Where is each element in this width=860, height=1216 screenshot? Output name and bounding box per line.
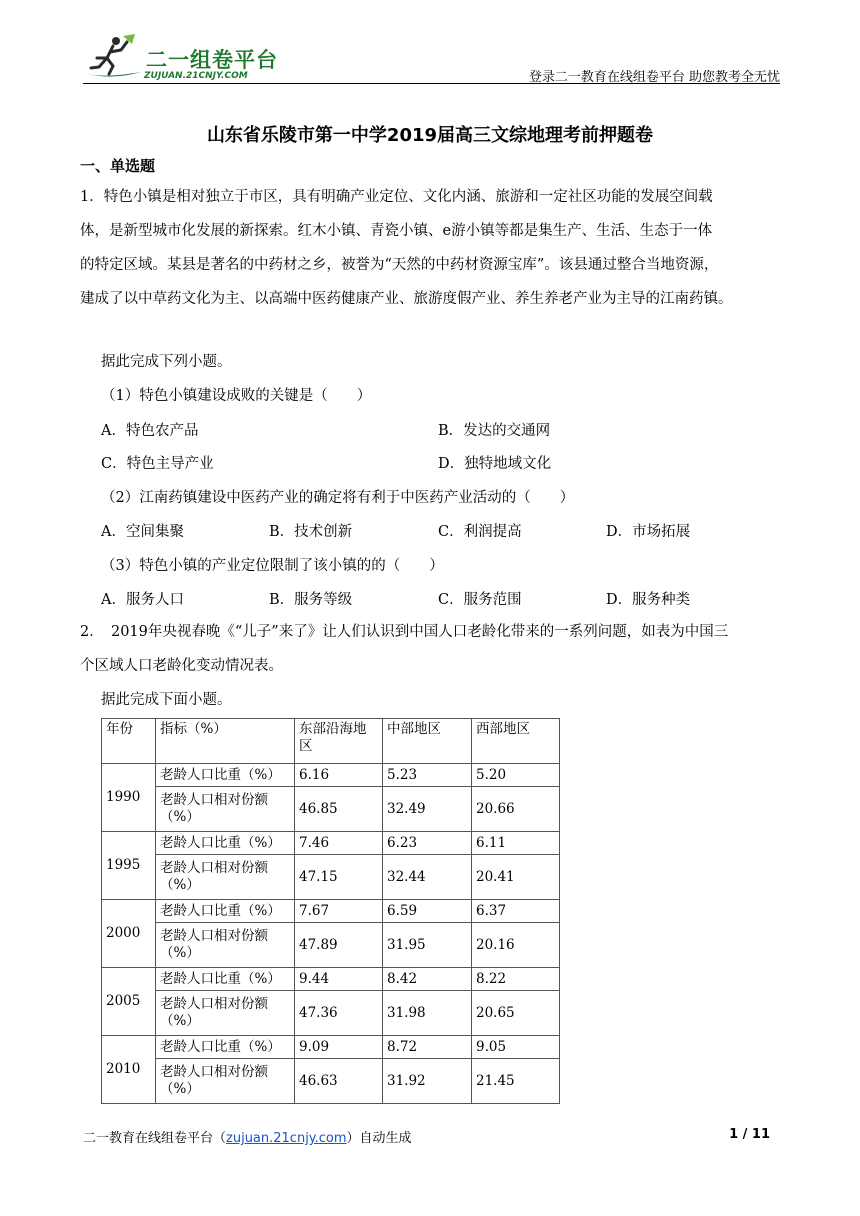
table-header-cell: 指标（%） [156, 719, 295, 764]
year-cell: 2005 [102, 968, 156, 1036]
question-2-line: 个区域人口老龄化变动情况表。 [80, 658, 283, 674]
indicator-cell: 老龄人口相对份额（%） [156, 991, 295, 1036]
indicator-cell: 老龄人口相对份额（%） [156, 1059, 295, 1104]
value-cell: 7.46 [295, 832, 383, 855]
option-a: A．空间集聚 [101, 524, 184, 540]
table-row [102, 787, 560, 832]
value-cell: 20.65 [472, 991, 560, 1036]
indicator-cell: 老龄人口比重（%） [156, 968, 295, 991]
value-cell: 9.05 [472, 1036, 560, 1059]
value-cell: 8.42 [383, 968, 472, 991]
document-title: 山东省乐陵市第一中学2019届高三文综地理考前押题卷 [206, 125, 654, 146]
aging-data-table [101, 718, 560, 1104]
table-header-cell: 西部地区 [472, 719, 560, 764]
subquestion-2-stem: （2）江南药镇建设中医药产业的确定将有利于中医药产业活动的（ ） [101, 490, 575, 506]
value-cell: 6.23 [383, 832, 472, 855]
value-cell: 5.20 [472, 764, 560, 787]
option-d: D．独特地域文化 [438, 456, 552, 472]
value-cell: 32.49 [383, 787, 472, 832]
question-1-line: 建成了以中草药文化为主、以高端中医药健康产业、旅游度假产业、养生养老产业为主导的江南药镇。 [80, 291, 733, 307]
value-cell: 31.98 [383, 991, 472, 1036]
value-cell: 47.89 [295, 923, 383, 968]
logo-title: 二一组卷平台 [146, 48, 278, 72]
table-row [102, 923, 560, 968]
value-cell: 31.95 [383, 923, 472, 968]
indicator-cell: 老龄人口比重（%） [156, 832, 295, 855]
section-heading: 一、单选题 [80, 157, 156, 175]
page-footer [83, 1127, 412, 1146]
year-cell: 1990 [102, 764, 156, 832]
value-cell: 20.16 [472, 923, 560, 968]
table-row [102, 968, 560, 991]
question-1-line: 1．特色小镇是相对独立于市区，具有明确产业定位、文化内涵、旅游和一定社区功能的发展空间载 [80, 189, 713, 205]
question-1-stem [80, 180, 780, 316]
value-cell: 31.92 [383, 1059, 472, 1104]
value-cell: 6.16 [295, 764, 383, 787]
indicator-cell: 老龄人口相对份额（%） [156, 787, 295, 832]
question-1-line: 的特定区域。某县是著名的中药材之乡，被誉为“天然的中药材资源宝库”。该县通过整合当地资源， [80, 257, 719, 273]
option-a: A．特色农产品 [101, 423, 199, 439]
option-c: C．服务范围 [438, 592, 522, 608]
table-row [102, 764, 560, 787]
indicator-cell: 老龄人口比重（%） [156, 764, 295, 787]
value-cell: 20.41 [472, 855, 560, 900]
value-cell: 47.36 [295, 991, 383, 1036]
footer-suffix: ）自动生成 [346, 1131, 412, 1146]
value-cell: 9.09 [295, 1036, 383, 1059]
value-cell: 6.11 [472, 832, 560, 855]
question-2-lead: 据此完成下面小题。 [101, 692, 232, 708]
value-cell: 20.66 [472, 787, 560, 832]
table-row [102, 855, 560, 900]
footer-site-link[interactable]: zujuan.21cnjy.com [226, 1131, 347, 1146]
value-cell: 8.22 [472, 968, 560, 991]
option-b: B．服务等级 [269, 592, 353, 608]
value-cell: 46.85 [295, 787, 383, 832]
question-1-lead: 据此完成下列小题。 [101, 354, 232, 370]
question-2-line: 2． 2019年央视春晚《“儿子”来了》让人们认识到中国人口老龄化带来的一系列问题，如表为中国三 [80, 624, 729, 640]
option-d: D．服务种类 [606, 592, 691, 608]
year-cell: 2010 [102, 1036, 156, 1104]
table-header-cell: 年份 [102, 719, 156, 764]
indicator-cell: 老龄人口相对份额（%） [156, 923, 295, 968]
value-cell: 47.15 [295, 855, 383, 900]
value-cell: 7.67 [295, 900, 383, 923]
table-row [102, 832, 560, 855]
question-1-line: 体，是新型城市化发展的新探索。红木小镇、青瓷小镇、e游小镇等都是集生产、生活、生态于一体 [80, 223, 713, 239]
table-row [102, 1036, 560, 1059]
value-cell: 21.45 [472, 1059, 560, 1104]
year-cell: 2000 [102, 900, 156, 968]
value-cell: 32.44 [383, 855, 472, 900]
running-figure-icon [83, 34, 145, 80]
value-cell: 6.37 [472, 900, 560, 923]
indicator-cell: 老龄人口比重（%） [156, 1036, 295, 1059]
subquestion-3-stem: （3）特色小镇的产业定位限制了该小镇的的（ ） [101, 558, 444, 574]
value-cell: 8.72 [383, 1036, 472, 1059]
option-c: C．特色主导产业 [101, 456, 214, 472]
footer-prefix: 二一教育在线组卷平台（ [83, 1131, 227, 1146]
header-slogan[interactable]: 登录二一教育在线组卷平台 助您教考全无忧 [528, 70, 780, 85]
year-cell: 1995 [102, 832, 156, 900]
indicator-cell: 老龄人口比重（%） [156, 900, 295, 923]
option-a: A．服务人口 [101, 592, 184, 608]
table-row [102, 991, 560, 1036]
option-d: D．市场拓展 [606, 524, 691, 540]
table-header-cell: 中部地区 [383, 719, 472, 764]
value-cell: 6.59 [383, 900, 472, 923]
page-header [83, 28, 780, 84]
value-cell: 9.44 [295, 968, 383, 991]
table-row [102, 1059, 560, 1104]
question-2-stem [80, 615, 780, 683]
indicator-cell: 老龄人口相对份额（%） [156, 855, 295, 900]
table-header-cell: 东部沿海地区 [295, 719, 383, 764]
subquestion-1-stem: （1）特色小镇建设成败的关键是（ ） [101, 388, 372, 404]
logo [83, 34, 283, 82]
value-cell: 46.63 [295, 1059, 383, 1104]
table-header-row [102, 719, 560, 764]
option-b: B．技术创新 [269, 524, 353, 540]
option-b: B．发达的交通网 [438, 423, 551, 439]
option-c: C．利润提高 [438, 524, 522, 540]
page-number: 1 / 11 [729, 1127, 770, 1142]
logo-subtitle: ZUJUAN.21CNJY.COM [144, 71, 248, 81]
value-cell: 5.23 [383, 764, 472, 787]
table-row [102, 900, 560, 923]
